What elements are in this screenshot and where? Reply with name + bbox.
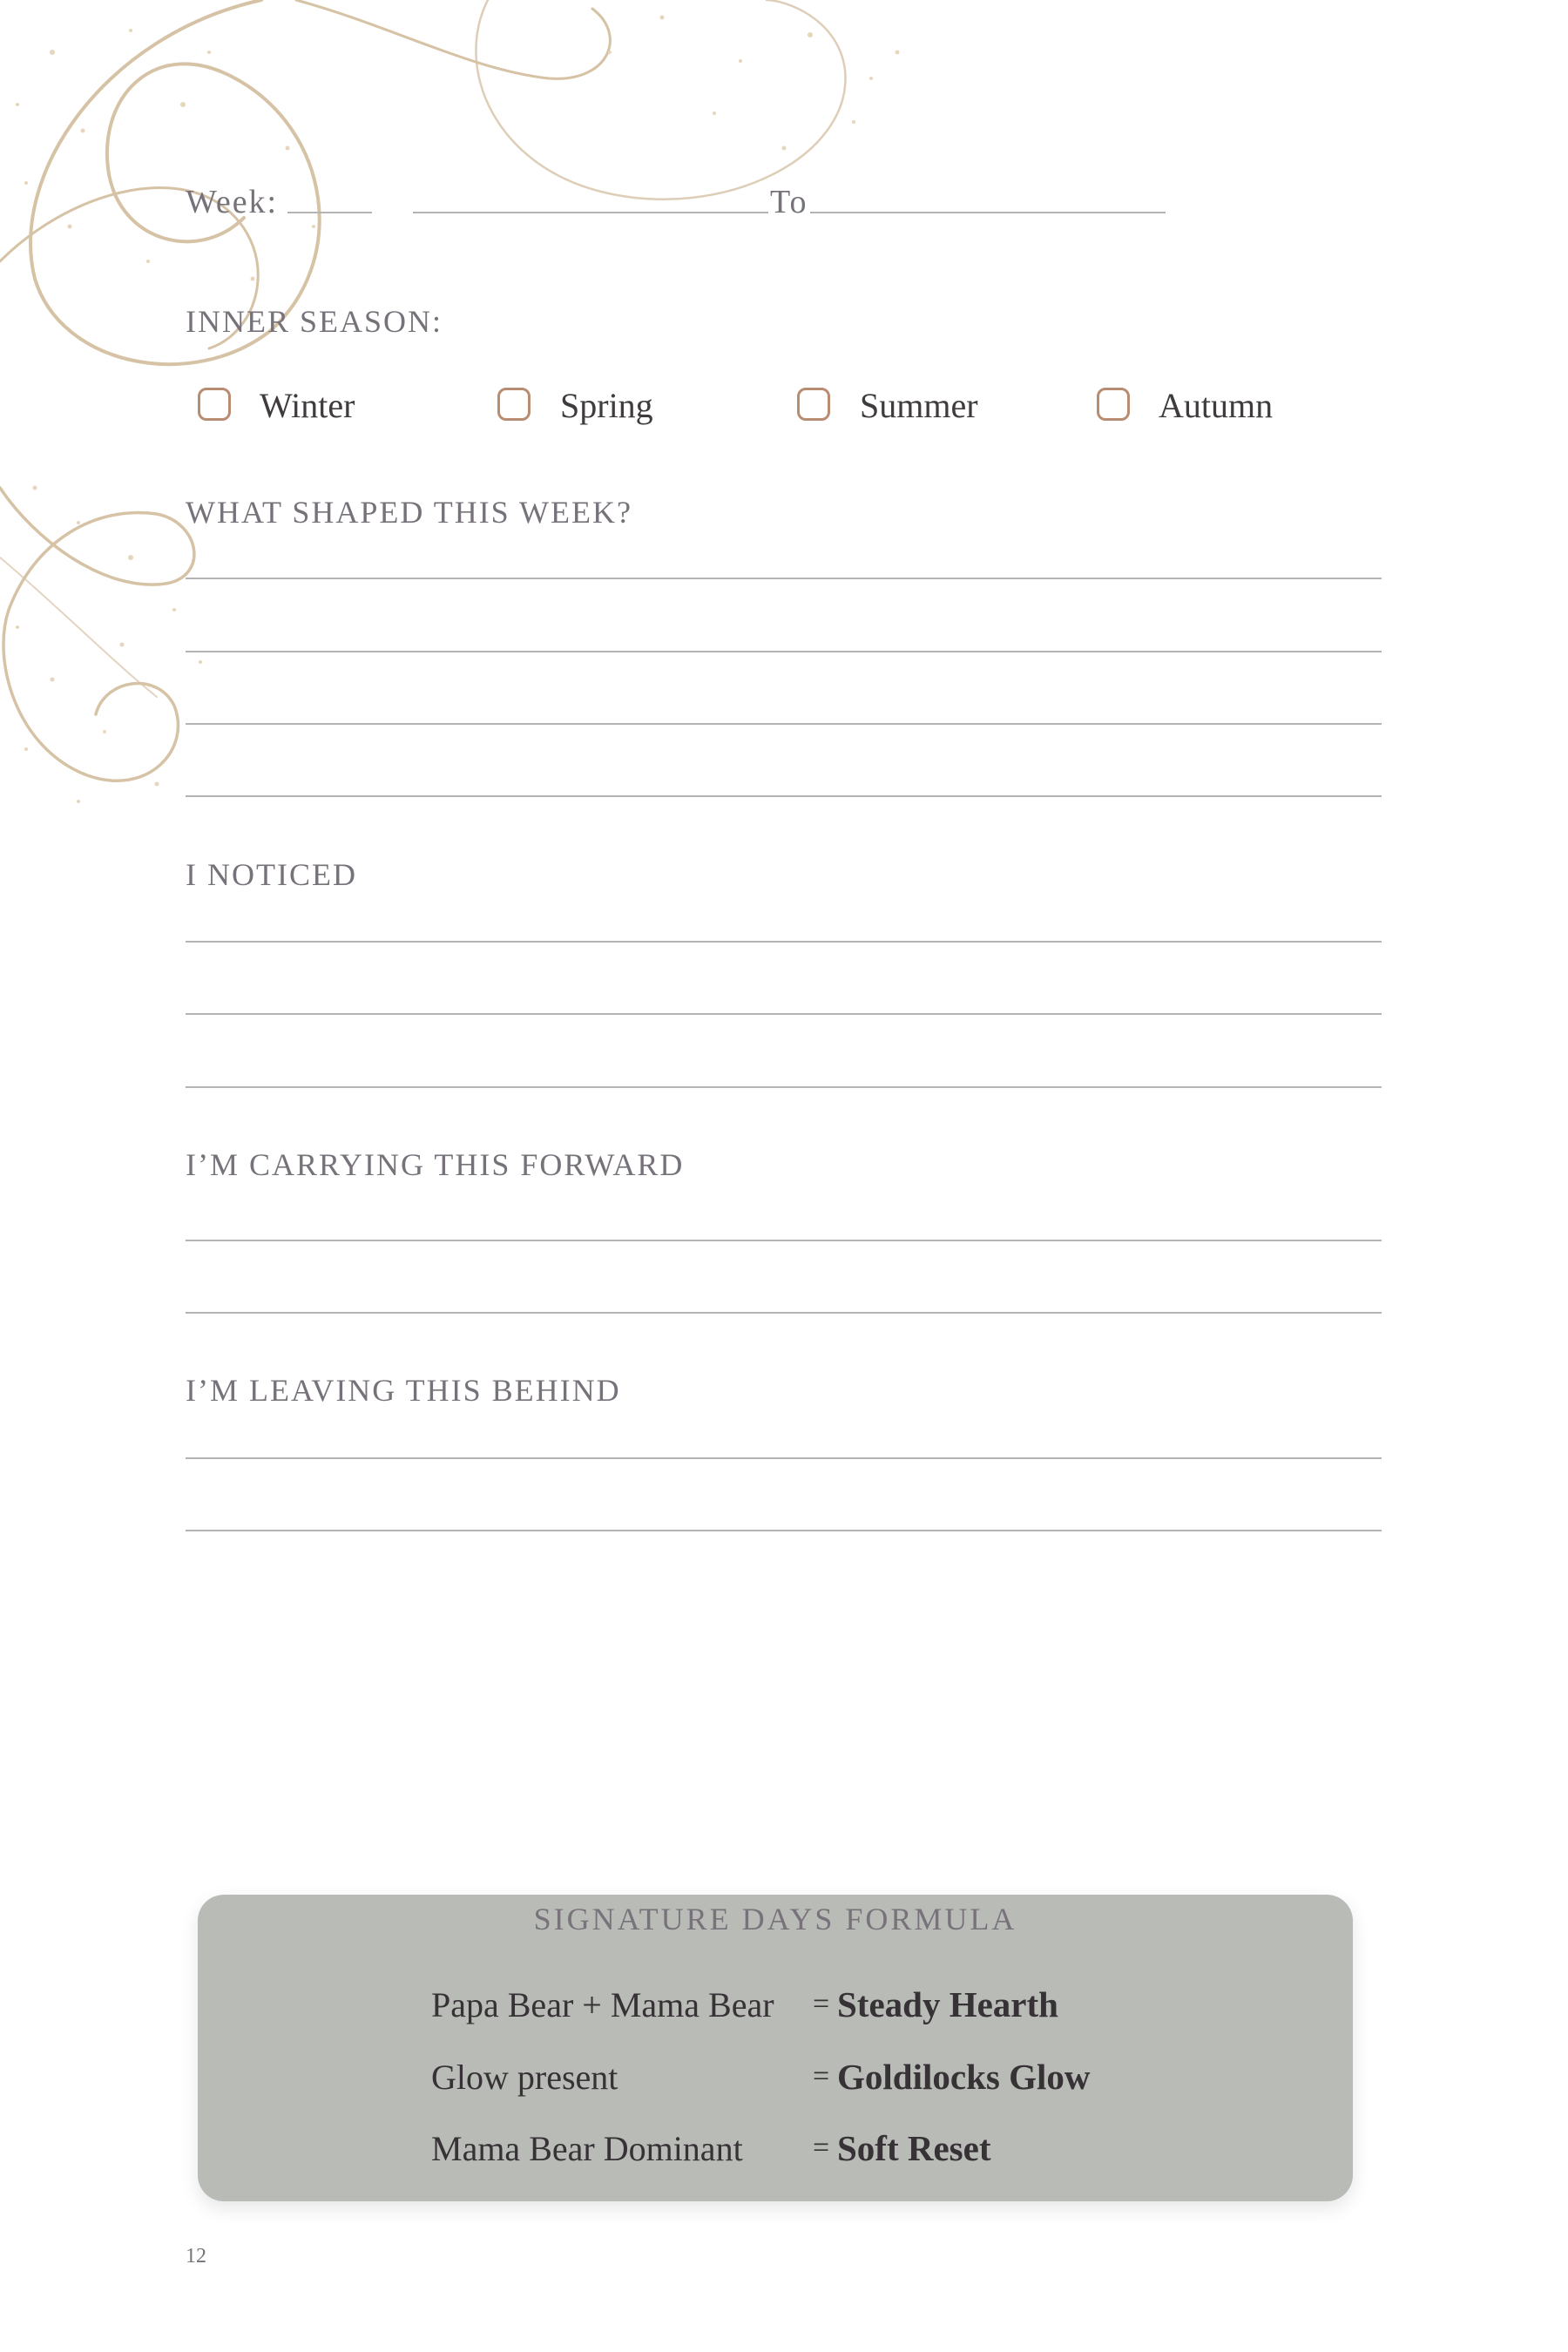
- section-heading-leaving-behind: I’M LEAVING THIS BEHIND: [186, 1373, 621, 1408]
- formula-condition: Papa Bear + Mama Bear: [431, 1985, 774, 2024]
- writing-line[interactable]: [186, 1530, 1382, 1531]
- writing-line[interactable]: [186, 1457, 1382, 1459]
- summer-checkbox[interactable]: [797, 388, 830, 421]
- formula-equals: =: [813, 2132, 830, 2164]
- section-heading-carrying-forward: I’M CARRYING THIS FORWARD: [186, 1147, 685, 1182]
- writing-line[interactable]: [186, 1013, 1382, 1015]
- to-label: To: [770, 184, 808, 220]
- writing-line[interactable]: [186, 1240, 1382, 1241]
- week-end-date-line[interactable]: [810, 212, 1166, 213]
- inner-season-heading: INNER SEASON:: [186, 304, 443, 339]
- week-number-line[interactable]: [287, 212, 372, 213]
- week-start-date-line[interactable]: [413, 212, 768, 213]
- writing-line[interactable]: [186, 651, 1382, 652]
- formula-title: SIGNATURE DAYS FORMULA: [533, 1902, 1017, 1936]
- writing-line[interactable]: [186, 795, 1382, 797]
- summer-label: Summer: [860, 386, 978, 425]
- decorative-swirl-ornament: [0, 0, 958, 854]
- section-heading-i-noticed: I NOTICED: [186, 857, 357, 892]
- writing-line[interactable]: [186, 578, 1382, 579]
- formula-equals: =: [813, 2060, 830, 2092]
- section-heading-what-shaped: WHAT SHAPED THIS WEEK?: [186, 495, 632, 530]
- autumn-checkbox[interactable]: [1097, 388, 1130, 421]
- writing-line[interactable]: [186, 723, 1382, 725]
- writing-line[interactable]: [186, 1086, 1382, 1088]
- formula-equals: =: [813, 1988, 830, 2020]
- page-number: 12: [186, 2245, 206, 2268]
- spring-label: Spring: [560, 386, 653, 425]
- formula-result: Steady Hearth: [837, 1984, 1058, 2024]
- formula-result: Soft Reset: [837, 2128, 991, 2168]
- autumn-label: Autumn: [1159, 386, 1274, 425]
- formula-condition: Mama Bear Dominant: [431, 2129, 743, 2168]
- formula-result: Goldilocks Glow: [837, 2057, 1091, 2097]
- formula-condition: Glow present: [431, 2058, 618, 2097]
- winter-label: Winter: [260, 386, 355, 425]
- writing-line[interactable]: [186, 1312, 1382, 1314]
- signature-days-formula-panel: [198, 1895, 1353, 2201]
- writing-line[interactable]: [186, 941, 1382, 943]
- winter-checkbox[interactable]: [198, 388, 231, 421]
- week-label: Week:: [186, 184, 279, 220]
- spring-checkbox[interactable]: [497, 388, 531, 421]
